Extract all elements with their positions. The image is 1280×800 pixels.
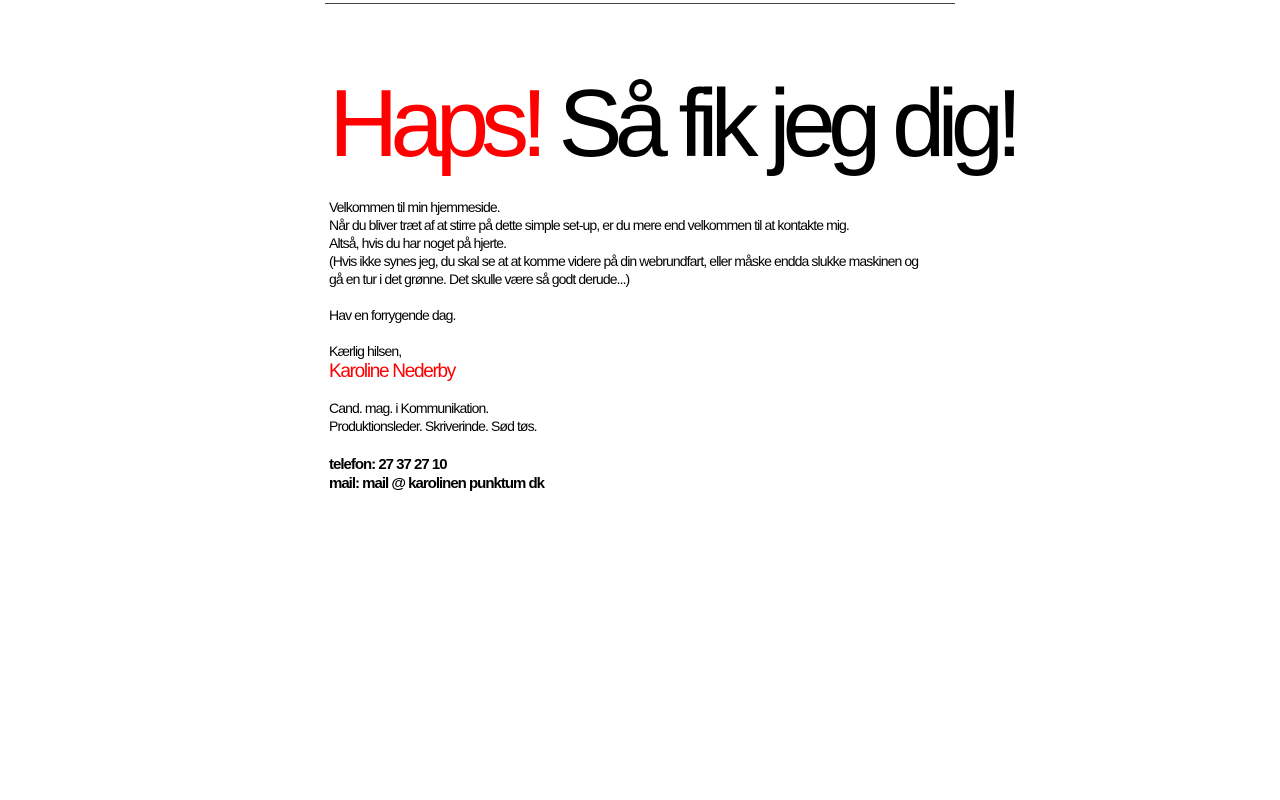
page-headline [329,66,1015,182]
main-content [329,198,929,493]
intro-line-heart: Altså, hvis du har noget på hjerte. [329,235,507,251]
credentials-degree: Cand. mag. i Kommunikation. [329,400,489,416]
headline-black-part: Så fik jeg dig! [558,70,1015,177]
contact-mail: mail: mail @ karolinen punktum dk [329,475,545,492]
intro-line-welcome: Velkommen til min hjemmeside. [329,199,500,215]
contact-info [329,455,929,493]
headline-red-part: Haps! [329,70,540,177]
credentials-roles: Produktionsleder. Skriverinde. Sød tøs. [329,418,537,434]
greeting-text: Hav en forrygende dag. [329,307,456,323]
intro-line-contact: Når du bliver træt af at stirre på dette simple set-up, er du mere end velkommen til at kontakte mig. [329,217,849,233]
top-divider [325,3,955,4]
spacer [329,288,929,306]
credentials [329,399,929,435]
intro-line-aside: (Hvis ikke synes jeg, du skal se at at komme videre på din webrundfart, eller måske endda slukke maskinen og gå en tur i det grønne. Det skulle være så godt derude...) [329,253,919,287]
closing-text: Kærlig hilsen, [329,343,402,359]
contact-phone: telefon: 27 37 27 10 [329,456,447,473]
spacer [329,324,929,342]
signature-name: Karoline Nederby [329,361,456,382]
